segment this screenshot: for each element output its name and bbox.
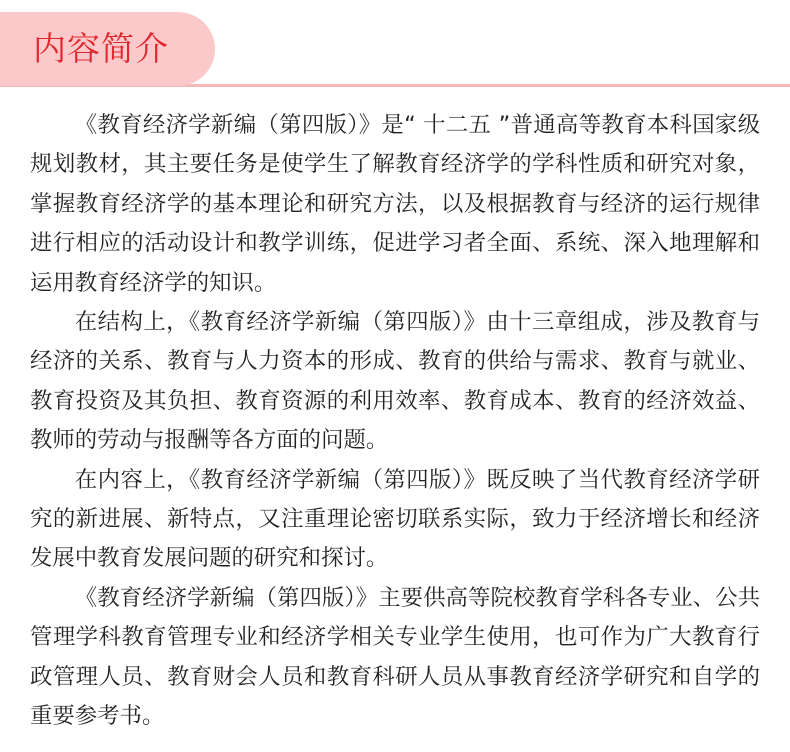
section-heading: 内容简介 [33,29,169,68]
paragraph-4: 《教育经济学新编（第四版）》主要供高等院校教育学科各专业、公共管理学科教育管理专业和经济学相关专业学生使用，也可作为广大教育行政管理人员、教育财会人员和教育科研人员从事教育经济学研究和自学的重要参考书。 [30,584,760,730]
paragraph-1: 《教育经济学新编（第四版）》是“ 十二五 ”普通高等教育本科国家级规划教材，其主要任务是使学生了解教育经济学的学科性质和研究对象，掌握教育经济学的基本理论和研究方法，以及根据教育与经济的运行规律进行相应的活动设计和教学训练，促进学习者全面、系统、深入地理解和运用教育经济学的知识。 [30,112,760,296]
paragraph-3: 在内容上，《教育经济学新编（第四版）》既反映了当代教育经济学研究的新进展、新特点，又注重理论密切联系实际，致力于经济增长和经济发展中教育发展问题的研究和探讨。 [30,466,760,572]
content-body [30,106,760,737]
paragraph-2: 在结构上，《教育经济学新编（第四版）》由十三章组成，涉及教育与经济的关系、教育与人力资本的形成、教育的供给与需求、教育与就业、教育投资及其负担、教育资源的利用效率、教育成本、教育的经济效益、教师的劳动与报酬等各方面的问题。 [30,309,760,454]
